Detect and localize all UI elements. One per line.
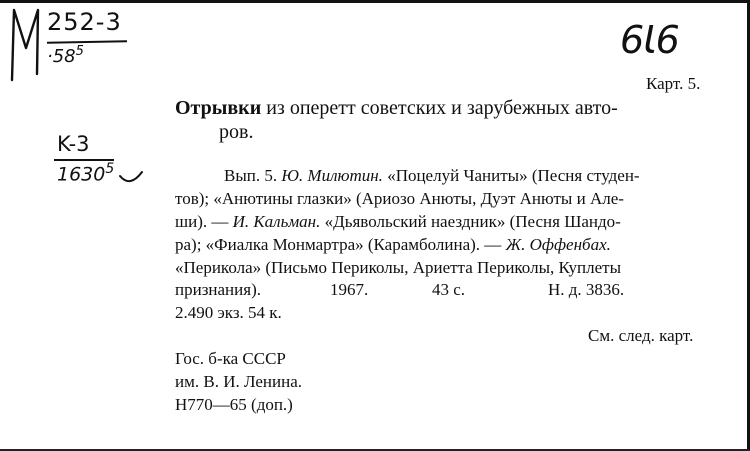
handwritten-shelf-code-denominator: $\cdot 58^5$ — [47, 44, 84, 67]
handwritten-k-code: K-3 — [57, 132, 90, 156]
issue-line-4: ра); «Фиалка Монмартра» (Карамболина). — Ж. Оффенбах. — [175, 235, 611, 254]
handwritten-k-code-denominator: 1630$^5$ — [57, 161, 115, 186]
title-rest: из оперетт советских и зарубежных авто- — [261, 97, 618, 119]
publication-year: 1967. — [330, 280, 369, 299]
author-milyutin: Ю. Милютин. — [281, 166, 383, 185]
card-sequence-label: Карт. 5. — [646, 74, 701, 93]
see-next-card: См. след. карт. — [588, 326, 694, 345]
handwritten-swoosh-mark — [118, 170, 144, 186]
issue-line-3: ши). — И. Кальман. «Дьявольский наездник» (Песня Шандо- — [175, 212, 621, 231]
issue-line-1: Вып. 5. Ю. Милютин. «Поцелуй Чаниты» (Песня студен- — [224, 166, 640, 185]
library-dedication: им. В. И. Ленина. — [175, 372, 303, 391]
title-line-1 — [175, 95, 618, 121]
title-keyword: Отрывки — [175, 97, 262, 119]
page-count: 43 с. — [432, 280, 466, 299]
handwritten-m-mark — [6, 4, 46, 84]
plate-number: Н. д. 3836. — [548, 280, 625, 299]
print-run-price: 2.490 экз. 54 к. — [175, 303, 282, 322]
title-line-2: ров. — [219, 121, 254, 143]
author-kalman: И. Кальман. — [232, 212, 321, 231]
handwritten-shelf-code: 252-3 — [47, 8, 122, 36]
card-top-edge — [0, 0, 750, 3]
issue-line-2: тов); «Анютины глазки» (Ариозо Анюты, Дуэт Анюты и Але- — [175, 189, 624, 208]
library-record-code: Н770—65 (доп.) — [175, 395, 293, 414]
handwritten-card-number: 6Ɩ6 — [620, 18, 679, 62]
author-offenbach: Ж. Оффенбах. — [505, 235, 611, 254]
library-name: Гос. б-ка СССР — [175, 349, 286, 368]
issue-line-6: признания). — [175, 280, 261, 299]
issue-line-5: «Перикола» (Письмо Периколы, Ариетта Периколы, Куплеты — [175, 258, 622, 277]
